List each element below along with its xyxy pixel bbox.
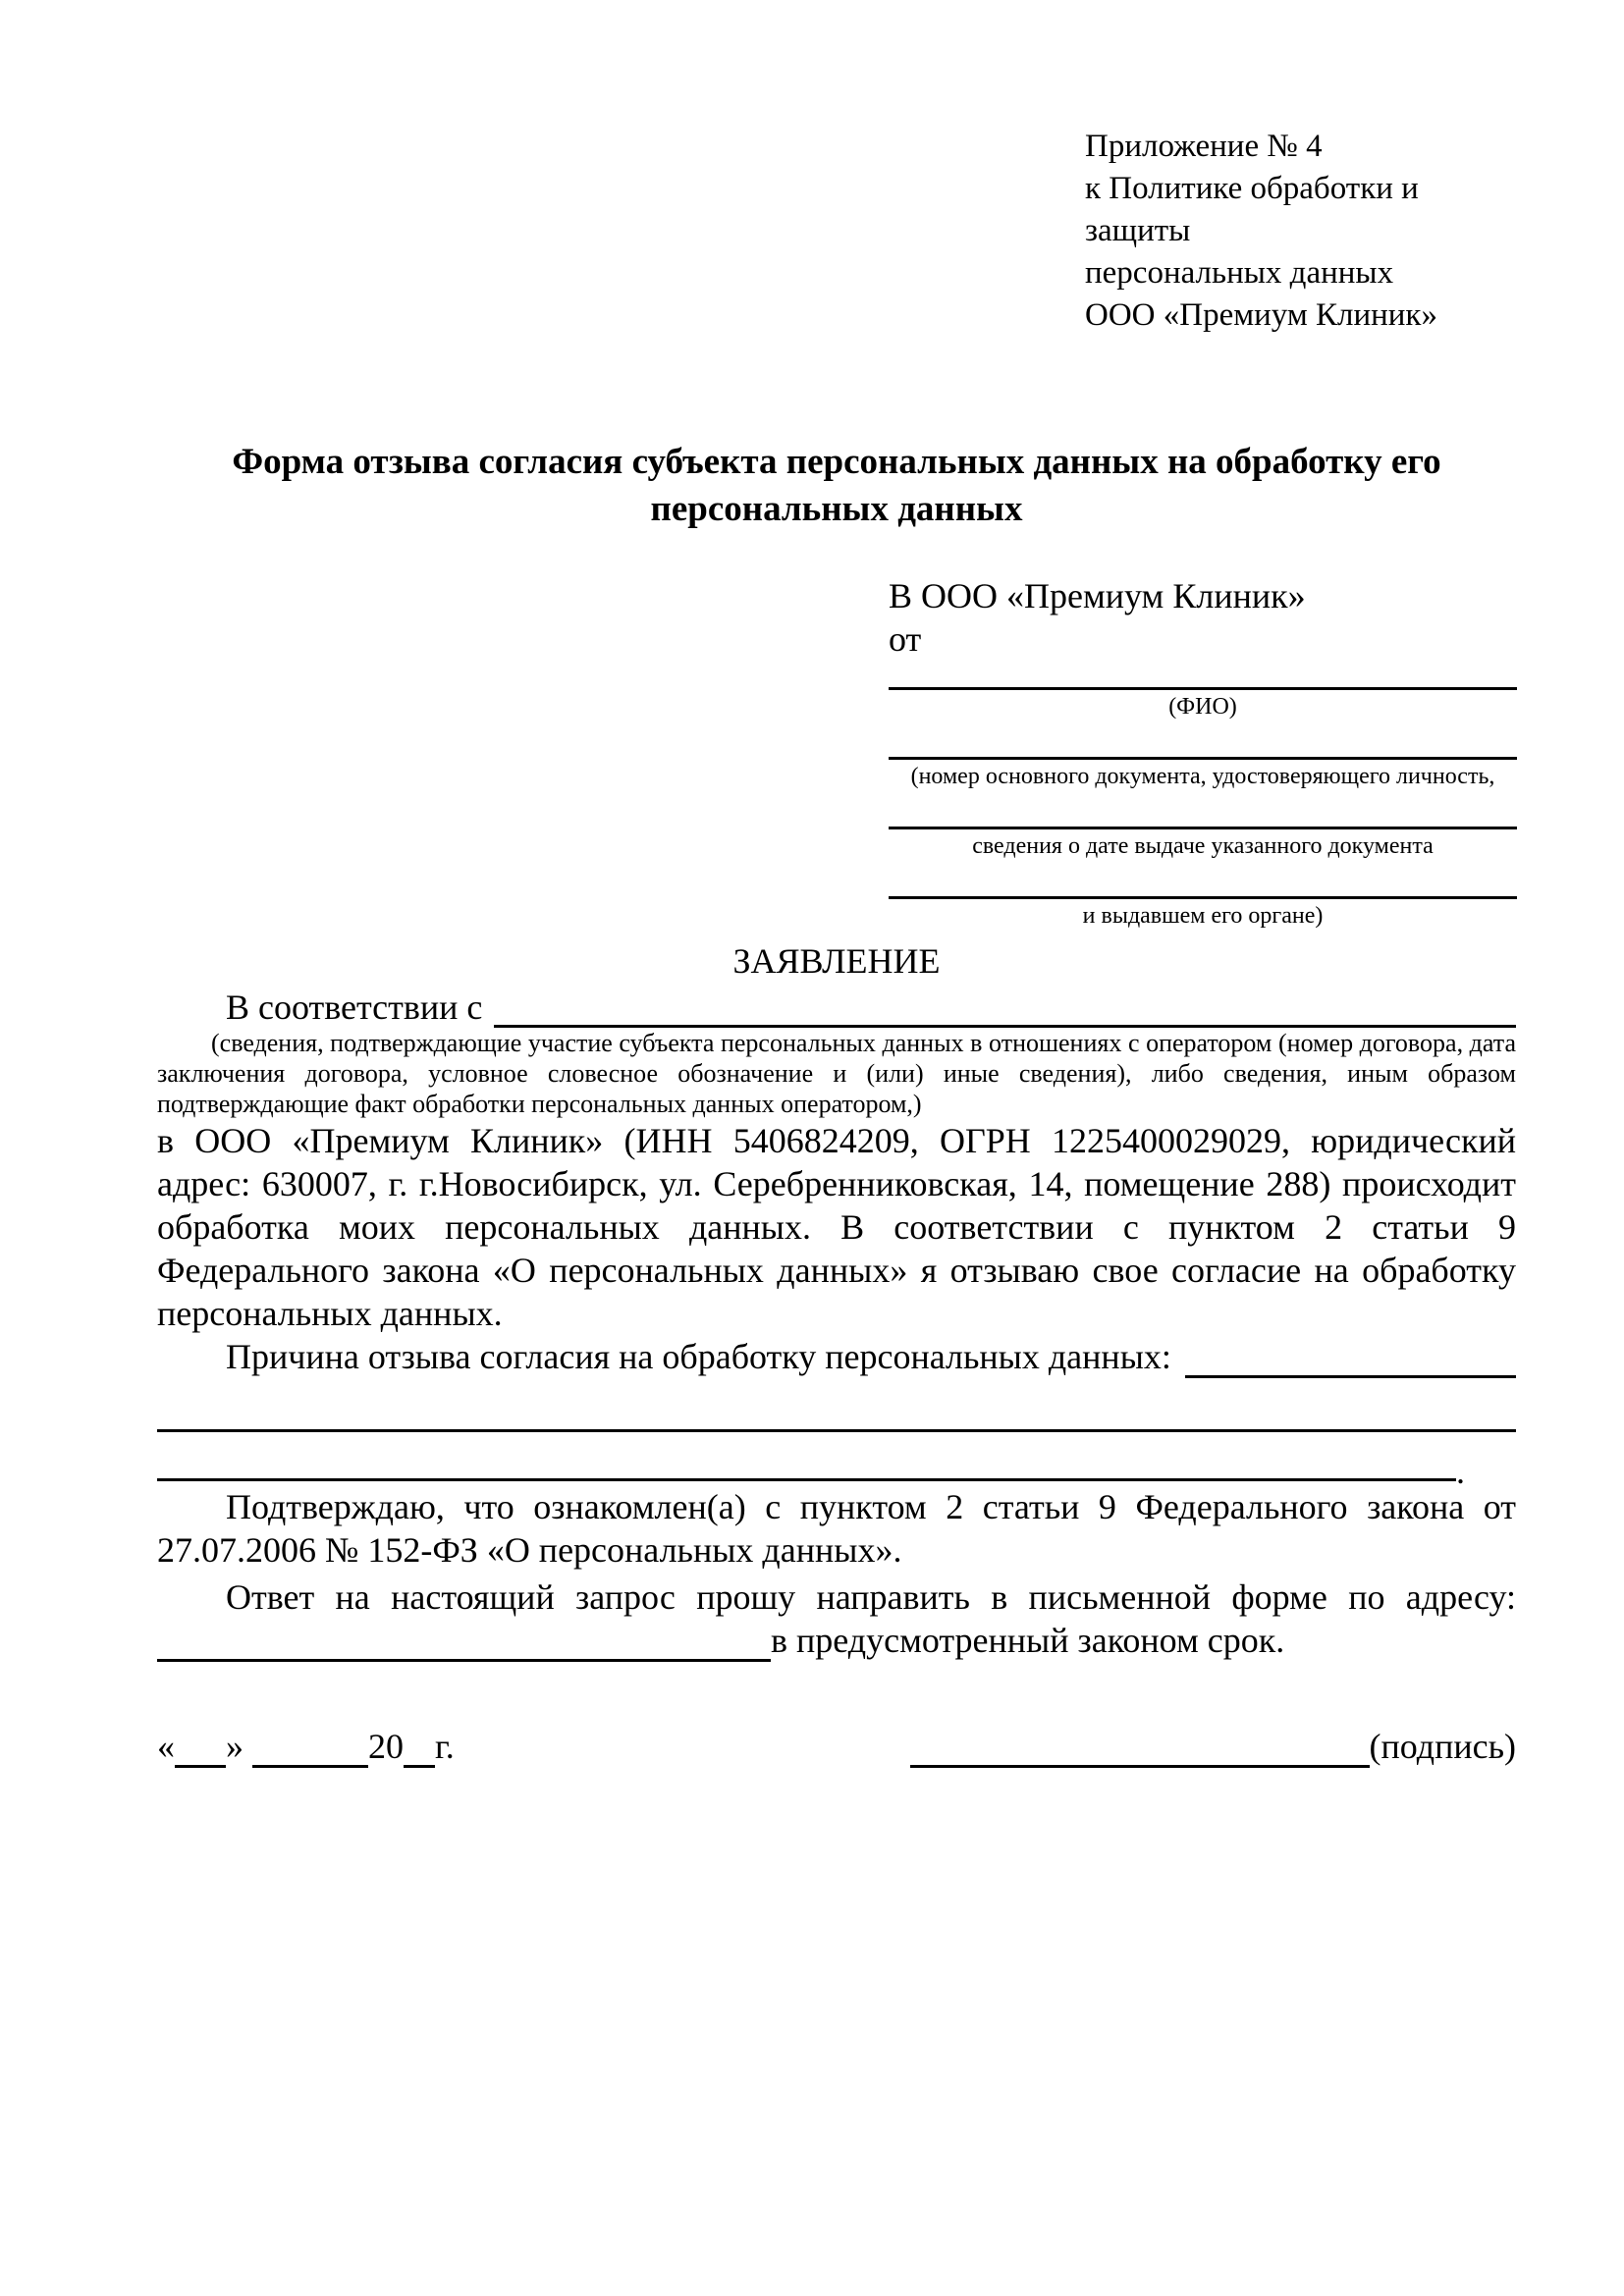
date-month-blank [252,1735,368,1768]
fio-blank-line [889,661,1517,690]
statement-intro-label: В соответствии с [226,988,483,1027]
date-signature-row [157,1725,1516,1768]
date-field [157,1725,455,1768]
appendix-line: к Политике обработки и защиты [1085,171,1419,248]
reason-terminator: . [1456,1452,1465,1491]
signature-field [910,1725,1516,1768]
intro-footnote: (сведения, подтверждающие участие субъекта персональных данных в отношениях с оператором (номер договора, дата заключения договора, условное словесное обозначение и (или) иные сведения), либо сведения, иным образом подтверждающие факт обработки персональных данных оператором,) [157,1029,1516,1118]
intro-blank-line [494,989,1516,1028]
reason-row [157,1335,1516,1378]
date-close-quote: » [226,1727,244,1766]
reason-continuation-line-2 [157,1452,1465,1491]
signature-caption: (подпись) [1369,1727,1516,1766]
appendix-line: Приложение № 4 [1085,129,1323,164]
document-number-caption: (номер основного документа, удостоверяющего личность, [910,764,1495,789]
appendix-line: ООО «Премиум Клиник» [1085,297,1437,333]
statement-intro-row [157,987,1516,1028]
appendix-block [1085,126,1516,337]
date-day-blank [175,1735,226,1768]
reply-address-row [157,1619,1516,1662]
signature-blank-line [910,1735,1370,1768]
addressee-to: В ООО «Премиум Клиник» [889,576,1306,615]
reply-suffix: в предусмотренный законом срок. [771,1621,1285,1660]
confirmation-paragraph: Подтверждаю, что ознакомлен(а) с пунктом 2 статьи 9 Федерального закона от 27.07.2006 № 152-ФЗ «О персональных данных». [157,1487,1516,1570]
document-title: Форма отзыва согласия субъекта персональных данных на обработку его персональных данных [232,442,1441,529]
date-year-blank [404,1735,435,1768]
statement-body: в ООО «Премиум Клиник» (ИНН 5406824209, ОГРН 1225400029029, юридический адрес: 630007, г. г.Новосибирск, ул. Серебренниковская, 14, помещение 288) происходит обработка моих персональных данных. В соответствии с пунктом 2 статьи 9 Федерального закона «О персональных данных» я отзываю свое согласие на обработку персональных данных. [157,1121,1516,1333]
document-number-blank-line [889,730,1517,760]
reason-continuation-line-1 [157,1429,1516,1432]
issue-date-caption: сведения о дате выдаче указанного документа [972,833,1434,859]
reason-label: Причина отзыва согласия на обработку персональных данных: [226,1337,1171,1376]
appendix-line: персональных данных [1085,255,1394,291]
issuing-authority-blank-line [889,870,1517,899]
reason-blank-line-2 [157,1468,1456,1481]
issuing-authority-field [889,870,1517,931]
reason-blank-line [1185,1340,1516,1378]
issue-date-blank-line [889,800,1517,829]
statement-heading: ЗАЯВЛЕНИЕ [732,941,941,981]
fio-caption: (ФИО) [1168,694,1237,720]
reply-address-blank-line [157,1624,771,1662]
date-century: 20 [368,1727,404,1766]
issuing-authority-caption: и выдавшем его органе) [1082,903,1324,929]
document-number-field [889,730,1517,791]
fio-field [889,661,1517,721]
addressee-from-label: от [889,619,922,659]
issue-date-field [889,800,1517,861]
addressee-block [889,574,1517,931]
date-open-quote: « [157,1727,175,1766]
date-year-suffix: г. [435,1727,455,1766]
reply-request-paragraph: Ответ на настоящий запрос прошу направить в письменной форме по адресу: [226,1577,1516,1617]
